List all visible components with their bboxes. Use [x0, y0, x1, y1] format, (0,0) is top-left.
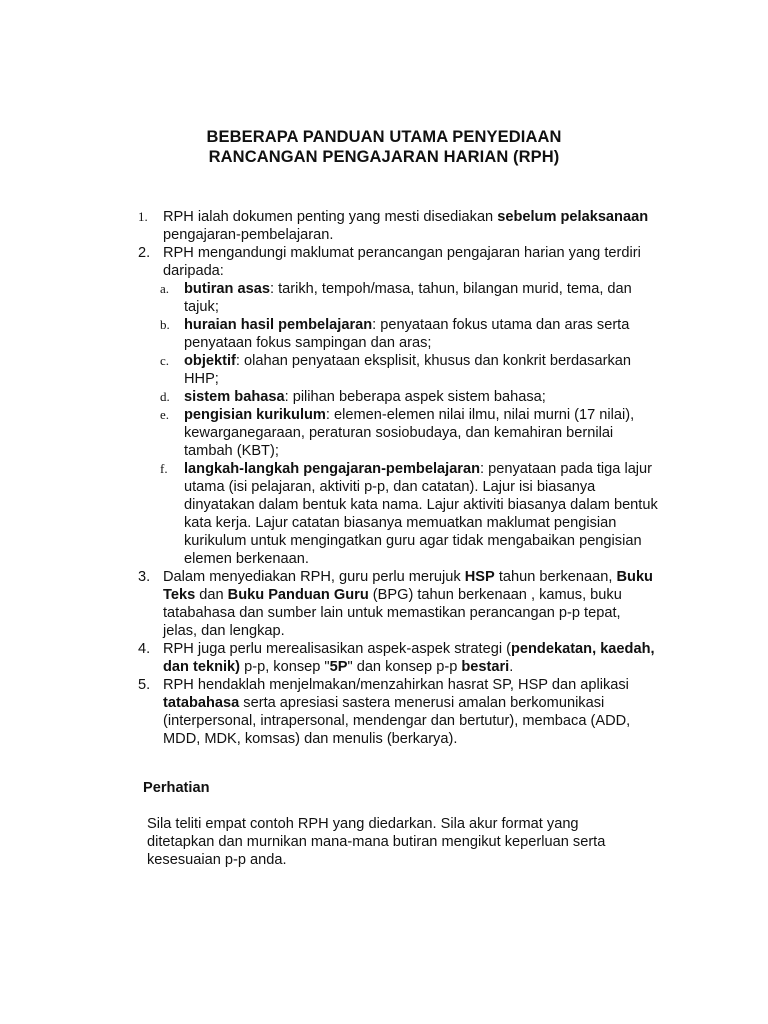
sub-item-f: [138, 460, 658, 568]
perhatian-note: Sila teliti empat contoh RPH yang diedarkan. Sila akur format yang ditetapkan dan murnikan mana-mana butiran mengikut keperluan serta kesesuaian p-p anda.: [147, 816, 606, 868]
sub-item-e: [138, 406, 658, 460]
sub-bold-text: butiran asas: [184, 281, 270, 297]
item-text: .: [509, 659, 514, 675]
sub-text: : penyataan fokus utama dan aras serta penyataan fokus sampingan dan aras;: [184, 317, 630, 351]
sub-letter: c.: [160, 353, 170, 368]
item-text: " dan konsep p-p: [347, 659, 462, 675]
item-text: RPH ialah dokumen penting yang mesti disediakan: [163, 209, 498, 225]
sub-bold-text: langkah-langkah pengajaran-pembelajaran: [184, 461, 481, 477]
list-item-4: [138, 640, 658, 676]
list-number: 3.: [138, 569, 151, 585]
item-text: dan: [195, 587, 228, 603]
sub-letter: f.: [160, 461, 168, 476]
list-item-1: [138, 208, 658, 244]
sub-text: : tarikh, tempoh/masa, tahun, bilangan murid, tema, dan tajuk;: [184, 281, 632, 315]
guideline-list: [138, 208, 658, 748]
sub-bold-text: huraian hasil pembelajaran: [184, 317, 373, 333]
perhatian-heading: Perhatian: [143, 780, 210, 796]
item-intro-text: RPH mengandungi maklumat perancangan pengajaran harian yang terdiri daripada:: [163, 245, 641, 279]
document-title-line-2: RANCANGAN PENGAJARAN HARIAN (RPH): [208, 148, 560, 166]
item-text: RPH hendaklah menjelmakan/menzahirkan hasrat SP, HSP dan aplikasi: [163, 677, 629, 693]
list-number: 4.: [138, 641, 151, 657]
item-text: (BPG) tahun berkenaan , kamus, buku tatabahasa dan sumber lain untuk memastikan perancangan p-p tepat, jelas, dan lengkap.: [163, 587, 622, 639]
list-item-3: [138, 568, 658, 640]
item-bold-text: tatabahasa: [163, 695, 240, 711]
list-number: 2.: [138, 245, 151, 261]
item-text: RPH juga perlu merealisasikan aspek-aspek strategi (: [163, 641, 511, 657]
sub-letter: d.: [160, 389, 170, 404]
list-number: 5.: [138, 677, 151, 693]
sub-item-a: [138, 280, 658, 316]
list-item-5: [138, 676, 658, 748]
item-text: Dalam menyediakan RPH, guru perlu merujuk: [163, 569, 465, 585]
list-item-2: [138, 244, 658, 280]
item-bold-text: Buku Panduan Guru: [227, 587, 369, 603]
item-bold-text: sebelum pelaksanaan: [497, 209, 649, 225]
item-bold-text: bestari: [461, 659, 510, 675]
sub-item-b: [138, 316, 658, 352]
sub-text: : penyataan pada tiga lajur utama (isi pelajaran, aktiviti p-p, dan catatan). Lajur isi biasanya dinyatakan dalam bentuk kata nama. Lajur aktiviti biasanya dalam bentuk kata kerja. Lajur catatan biasanya memuatkan maklumat pengisian kurikulum untuk mengingatkan guru agar tidak mengabaikan pengisian elemen berkenaan.: [184, 461, 658, 567]
item-text: serta apresiasi sastera menerusi amalan berkomunikasi (interpersonal, intrapersonal, mendengar dan bertutur), membaca (ADD, MDD, MDK, komsas) dan menulis (berkarya).: [163, 695, 631, 747]
item-text: tahun berkenaan,: [494, 569, 617, 585]
item-text: pengajaran-pembelajaran.: [163, 227, 334, 243]
document-title-line-1: BEBERAPA PANDUAN UTAMA PENYEDIAAN: [206, 128, 562, 146]
item-text: p-p, konsep ": [240, 659, 330, 675]
sub-text: : pilihan beberapa aspek sistem bahasa;: [284, 389, 546, 405]
sub-text: : elemen-elemen nilai ilmu, nilai murni (17 nilai), kewarganegaraan, peraturan sosiobudaya, dan kemahiran bernilai tambah (KBT);: [184, 407, 635, 459]
item-bold-text: HSP: [464, 569, 495, 585]
sub-bold-text: objektif: [184, 353, 236, 369]
item-bold-text: Buku Teks: [163, 569, 653, 603]
sub-letter: a.: [160, 281, 170, 296]
sub-letter: b.: [160, 317, 170, 332]
sub-text: : olahan penyataan eksplisit, khusus dan konkrit berdasarkan HHP;: [184, 353, 631, 387]
sub-bold-text: sistem bahasa: [184, 389, 285, 405]
list-number: 1.: [138, 209, 148, 224]
item-bold-text: pendekatan, kaedah, dan teknik): [163, 641, 655, 675]
sub-bold-text: pengisian kurikulum: [184, 407, 326, 423]
sub-item-c: [138, 352, 658, 388]
sub-letter: e.: [160, 407, 170, 422]
item-bold-text: 5P: [329, 659, 348, 675]
sub-item-d: [138, 388, 658, 406]
sub-list: [138, 280, 658, 568]
